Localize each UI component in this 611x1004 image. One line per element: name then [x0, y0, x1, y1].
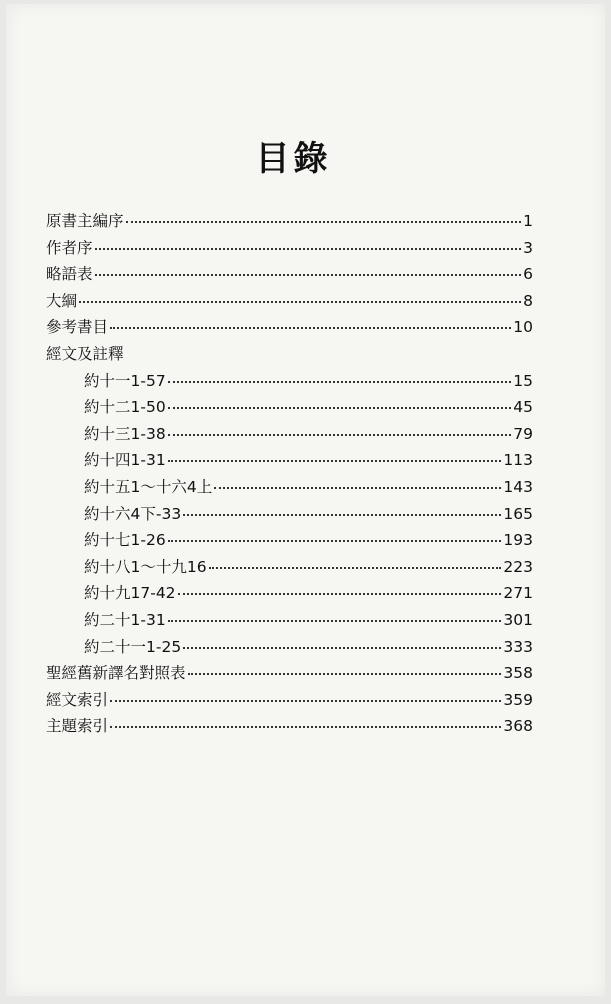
toc-entry [46, 688, 533, 715]
toc-entry-label: 原書主編序 [46, 212, 124, 230]
toc-entry-label: 參考書目 [46, 318, 109, 337]
dot-leader [95, 274, 522, 276]
toc-entry-label: 約十八1～十九16 [84, 557, 207, 576]
toc-entry-label: 約十四1-31 [84, 451, 166, 470]
dot-leader [168, 434, 512, 436]
dot-leader [183, 514, 501, 516]
toc-entry-label: 經文及註釋 [46, 344, 124, 363]
toc-entry-page-number: 10 [513, 318, 533, 337]
dot-leader [183, 647, 501, 649]
toc-entry-page-number: 8 [523, 291, 533, 310]
toc-entry-page-number: 301 [503, 610, 533, 629]
toc-entry-label: 約十二1-50 [84, 398, 166, 417]
toc-entry-label: 約二十一1-25 [84, 637, 182, 656]
toc-entry-label: 聖經舊新譯名對照表 [46, 664, 186, 683]
toc-entry-label: 約十九17-42 [84, 584, 176, 603]
dot-leader [178, 593, 502, 595]
toc-entry-label: 作者序 [46, 238, 93, 257]
toc-entry-label: 大綱 [46, 291, 78, 310]
dot-leader [95, 248, 522, 250]
dot-leader [168, 540, 502, 542]
toc-entry [46, 209, 533, 236]
dot-leader [168, 460, 502, 462]
toc-entry [46, 395, 533, 422]
toc-entry-label: 約二十1-31 [84, 610, 166, 629]
toc-entry-page-number: 6 [523, 265, 533, 284]
toc-entry [46, 555, 533, 582]
toc-entry-page-number: 113 [503, 451, 533, 470]
dot-leader [79, 301, 521, 303]
dot-leader [110, 726, 501, 728]
toc-entry-page-number: 45 [513, 398, 533, 417]
toc-entry-page-number: 143 [503, 477, 533, 496]
toc-entry-label: 約十七1-26 [84, 531, 166, 550]
toc-entry [46, 635, 533, 662]
toc-entry-page-number: 271 [503, 584, 533, 603]
toc-entry [46, 236, 533, 263]
toc-entry [46, 581, 533, 608]
dot-leader [126, 221, 522, 223]
toc-entry-label: 經文索引 [46, 690, 109, 709]
toc-entry-page-number: 223 [503, 557, 533, 576]
dot-leader [188, 673, 502, 675]
toc-entry-label: 主題索引 [46, 717, 109, 736]
toc-entry-page-number: 165 [503, 504, 533, 523]
page-title: 目錄 [255, 138, 332, 179]
toc-entry-page-number: 359 [503, 690, 533, 709]
toc-entry-page-number: 368 [503, 717, 533, 736]
toc-entry [46, 262, 533, 289]
dot-leader [110, 700, 501, 702]
toc-entry-label: 約十五1～十六4上 [84, 477, 213, 496]
toc-entry-label: 略語表 [46, 265, 93, 284]
toc-entry-label: 約十三1-38 [84, 424, 166, 443]
toc-entry-page-number: 15 [513, 371, 533, 390]
book-page [6, 4, 605, 996]
toc-entry [46, 528, 533, 555]
toc-entry [46, 315, 533, 342]
dot-leader [110, 327, 511, 329]
toc-entry [46, 475, 533, 502]
toc-entry [46, 714, 533, 741]
dot-leader [168, 407, 512, 409]
toc-entry [46, 422, 533, 449]
toc-entry [46, 448, 533, 475]
toc-entry-label: 約十六4下-33 [84, 504, 182, 523]
dot-leader [168, 381, 512, 383]
toc-entry [46, 502, 533, 529]
dot-leader [168, 620, 502, 622]
toc-entry-page-number: 358 [503, 664, 533, 683]
toc-entry [46, 289, 533, 316]
toc-entry-page-number: 333 [503, 637, 533, 656]
toc-entry [46, 342, 533, 369]
toc-entry [46, 608, 533, 635]
toc-entry-page-number: 3 [523, 238, 533, 257]
toc-entry [46, 661, 533, 688]
toc-entry-page-number: 79 [513, 424, 533, 443]
toc-entry [46, 369, 533, 396]
toc-entry-page-number: 193 [503, 531, 533, 550]
toc-entry-page-number: 1 [523, 212, 533, 230]
toc-entry-label: 約十一1-57 [84, 371, 166, 390]
dot-leader [214, 487, 501, 489]
dot-leader [209, 567, 502, 569]
table-of-contents [46, 209, 533, 741]
